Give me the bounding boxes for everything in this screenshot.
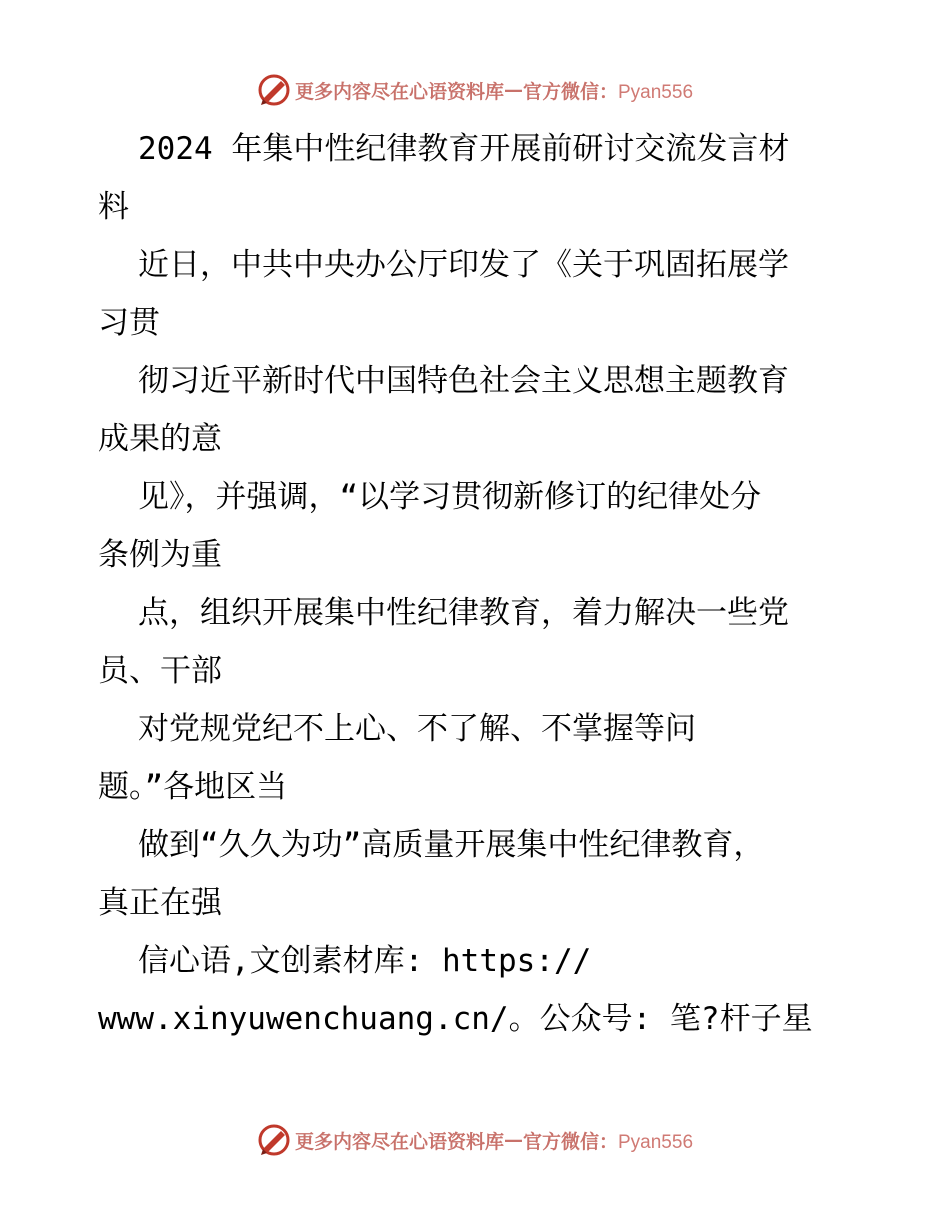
text-line: 成果的意 (98, 421, 222, 457)
text-line: www.xinyuwenchuang.cn/。公众号: 笔?杆子星 (98, 1001, 813, 1037)
banner-contact (523, 77, 693, 104)
text-line: 料 (98, 189, 129, 225)
text-line: 习贯 (98, 305, 160, 341)
text-line: 见》，并强调，“以学习贯彻新修订的纪律处分 (138, 479, 762, 515)
banner-text: 更多内容尽在心语资料库 (294, 80, 504, 103)
header-banner (0, 70, 950, 110)
text-line: 真正在强 (98, 885, 222, 921)
text-line: 做到“久久为功”高质量开展集中性纪律教育， (138, 827, 765, 863)
text-line: 题。”各地区当 (98, 769, 288, 805)
banner-separator: — (503, 79, 523, 101)
pen-logo-icon (257, 1123, 291, 1157)
footer-banner (0, 1120, 950, 1160)
text-line: 2024 年集中性纪律教育开展前研讨交流发言材 (138, 131, 790, 167)
banner-contact-label: 官方微信： (522, 1130, 618, 1153)
banner-separator: — (503, 1129, 523, 1151)
banner-contact-label: 官方微信： (522, 80, 618, 103)
text-line: 彻习近平新时代中国特色社会主义思想主题教育 (138, 363, 789, 399)
text-line: 条例为重 (98, 537, 222, 573)
banner-contact (523, 1127, 693, 1154)
text-line: 信心语,文创素材库: https:// (138, 943, 592, 979)
banner-text: 更多内容尽在心语资料库 (294, 1130, 504, 1153)
text-line: 点，组织开展集中性纪律教育，着力解决一些党 (138, 595, 789, 631)
text-line: 对党规党纪不上心、不了解、不掌握等问 (138, 711, 696, 747)
text-line: 员、干部 (98, 653, 222, 689)
banner-contact-id: Pyan556 (618, 81, 694, 103)
banner-contact-id: Pyan556 (618, 1131, 694, 1153)
pen-logo-icon (257, 73, 291, 107)
text-line: 近日，中共中央办公厅印发了《关于巩固拓展学 (138, 247, 789, 283)
document-body (98, 120, 858, 1048)
